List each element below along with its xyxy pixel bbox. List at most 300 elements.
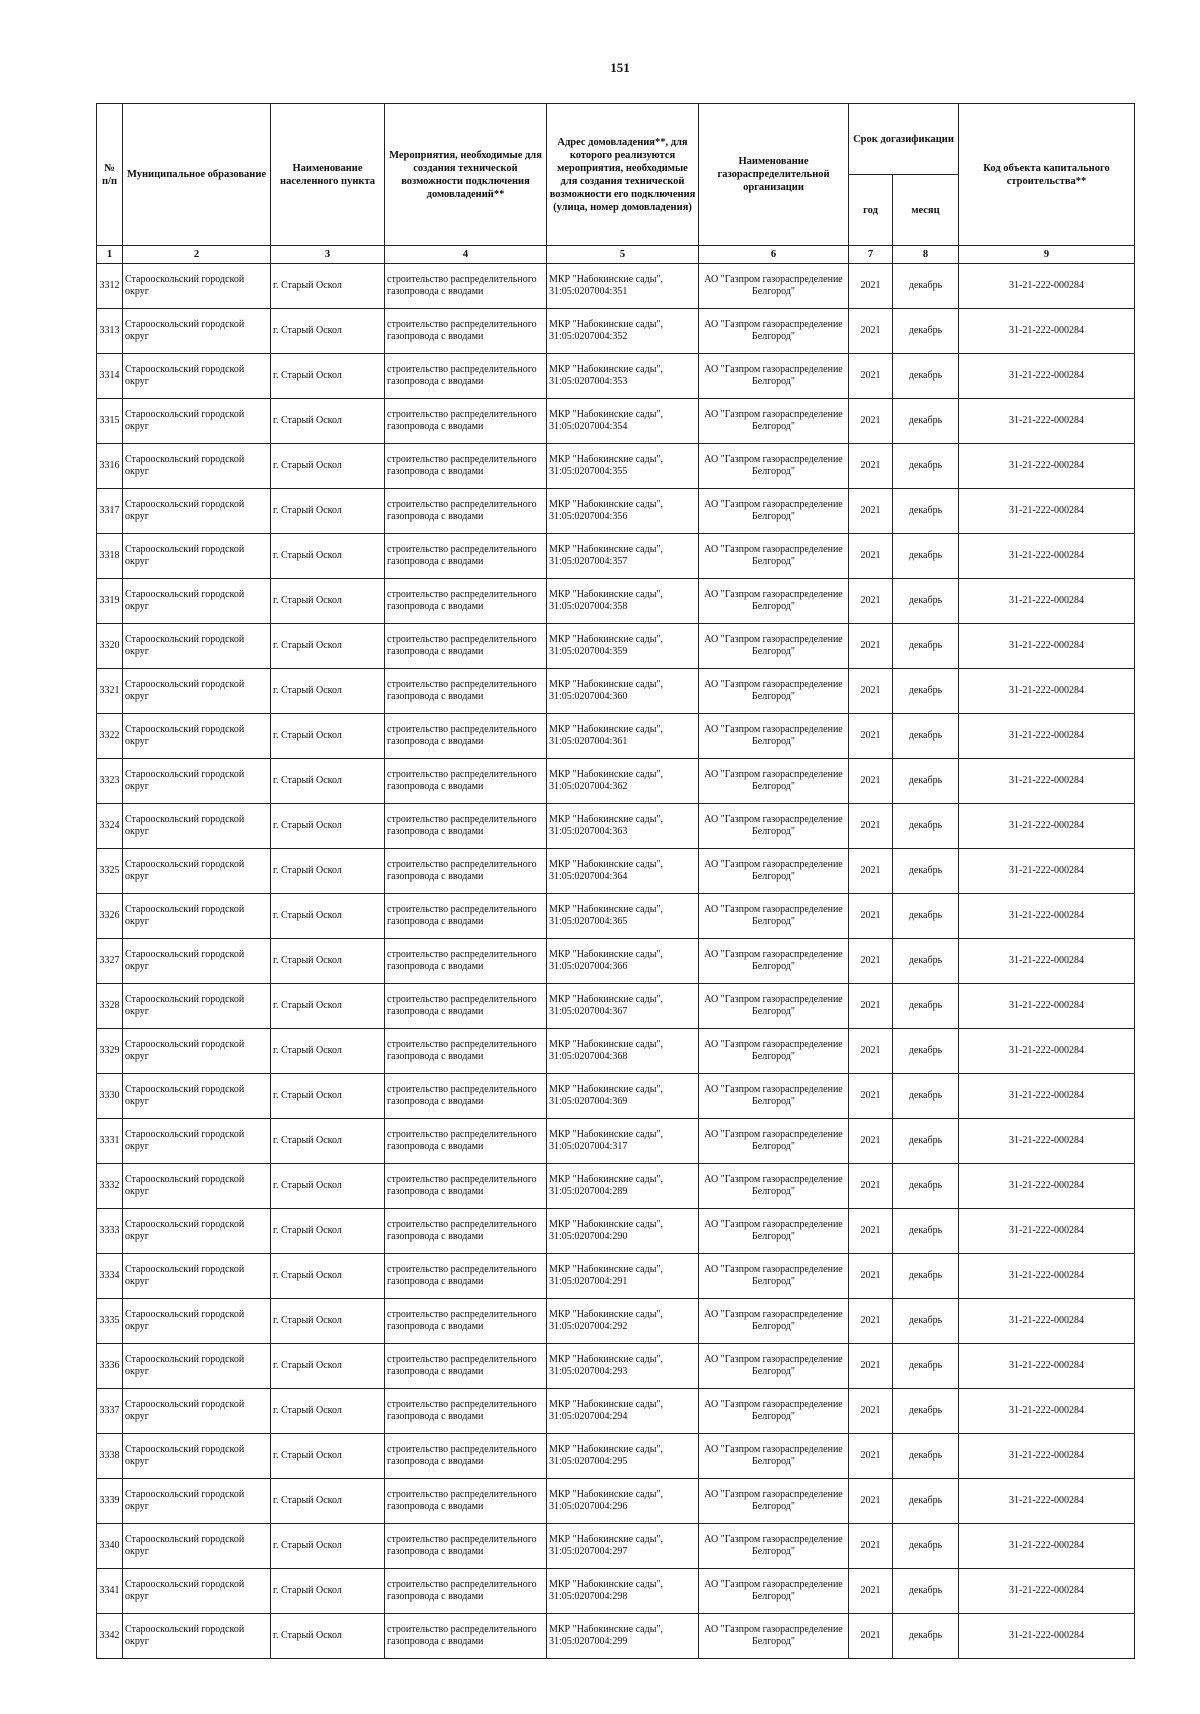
cell-row-number: 3336 [97,1344,123,1389]
cell-municipality: Старооскольский городской округ [123,399,271,444]
cell-address: МКР "Набокинские сады", 31:05:0207004:365 [547,894,699,939]
cell-municipality: Старооскольский городской округ [123,894,271,939]
cell-row-number: 3326 [97,894,123,939]
cell-measures: строительство распределительного газопровода с вводами [385,309,547,354]
cell-month: декабрь [893,534,959,579]
column-number: 8 [893,246,959,264]
cell-object-code: 31-21-222-000284 [959,1614,1135,1659]
cell-organization: АО "Газпром газораспределение Белгород" [699,714,849,759]
table-row [97,939,1135,984]
cell-row-number: 3329 [97,1029,123,1074]
cell-year: 2021 [849,759,893,804]
cell-measures: строительство распределительного газопровода с вводами [385,1569,547,1614]
cell-object-code: 31-21-222-000284 [959,1389,1135,1434]
cell-municipality: Старооскольский городской округ [123,804,271,849]
cell-municipality: Старооскольский городской округ [123,669,271,714]
cell-month: декабрь [893,309,959,354]
cell-year: 2021 [849,534,893,579]
table-row [97,1524,1135,1569]
table-row [97,1569,1135,1614]
cell-address: МКР "Набокинские сады", 31:05:0207004:360 [547,669,699,714]
cell-row-number: 3320 [97,624,123,669]
cell-month: декабрь [893,759,959,804]
cell-month: декабрь [893,804,959,849]
cell-row-number: 3316 [97,444,123,489]
cell-measures: строительство распределительного газопровода с вводами [385,1524,547,1569]
cell-municipality: Старооскольский городской округ [123,714,271,759]
table-row [97,624,1135,669]
cell-year: 2021 [849,489,893,534]
table-row [97,1299,1135,1344]
cell-settlement: г. Старый Оскол [271,984,385,1029]
table-row [97,1614,1135,1659]
cell-year: 2021 [849,309,893,354]
cell-month: декабрь [893,1524,959,1569]
cell-address: МКР "Набокинские сады", 31:05:0207004:356 [547,489,699,534]
cell-object-code: 31-21-222-000284 [959,804,1135,849]
cell-address: МКР "Набокинские сады", 31:05:0207004:364 [547,849,699,894]
cell-measures: строительство распределительного газопровода с вводами [385,489,547,534]
cell-settlement: г. Старый Оскол [271,1119,385,1164]
cell-month: декабрь [893,624,959,669]
cell-organization: АО "Газпром газораспределение Белгород" [699,399,849,444]
cell-settlement: г. Старый Оскол [271,1614,385,1659]
cell-measures: строительство распределительного газопровода с вводами [385,534,547,579]
cell-settlement: г. Старый Оскол [271,1524,385,1569]
cell-measures: строительство распределительного газопровода с вводами [385,1254,547,1299]
cell-object-code: 31-21-222-000284 [959,579,1135,624]
cell-address: МКР "Набокинские сады", 31:05:0207004:296 [547,1479,699,1524]
cell-address: МКР "Набокинские сады", 31:05:0207004:351 [547,264,699,309]
cell-month: декабрь [893,1614,959,1659]
header-month: месяц [893,175,959,246]
cell-year: 2021 [849,1434,893,1479]
cell-row-number: 3330 [97,1074,123,1119]
cell-settlement: г. Старый Оскол [271,939,385,984]
cell-month: декабрь [893,939,959,984]
table-row [97,399,1135,444]
cell-month: декабрь [893,1389,959,1434]
cell-month: декабрь [893,399,959,444]
cell-measures: строительство распределительного газопровода с вводами [385,579,547,624]
cell-row-number: 3319 [97,579,123,624]
cell-year: 2021 [849,939,893,984]
cell-measures: строительство распределительного газопровода с вводами [385,1389,547,1434]
gasification-register-table [96,103,1135,1659]
cell-month: декабрь [893,354,959,399]
cell-municipality: Старооскольский городской округ [123,1344,271,1389]
page-number: 151 [610,60,630,75]
cell-organization: АО "Газпром газораспределение Белгород" [699,1119,849,1164]
cell-object-code: 31-21-222-000284 [959,1569,1135,1614]
cell-settlement: г. Старый Оскол [271,1569,385,1614]
cell-organization: АО "Газпром газораспределение Белгород" [699,1254,849,1299]
cell-measures: строительство распределительного газопровода с вводами [385,1164,547,1209]
table-row [97,309,1135,354]
cell-object-code: 31-21-222-000284 [959,759,1135,804]
cell-address: МКР "Набокинские сады", 31:05:0207004:294 [547,1389,699,1434]
cell-address: МКР "Набокинские сады", 31:05:0207004:355 [547,444,699,489]
cell-address: МКР "Набокинские сады", 31:05:0207004:368 [547,1029,699,1074]
cell-row-number: 3321 [97,669,123,714]
cell-settlement: г. Старый Оскол [271,849,385,894]
cell-municipality: Старооскольский городской округ [123,1029,271,1074]
cell-organization: АО "Газпром газораспределение Белгород" [699,1209,849,1254]
cell-measures: строительство распределительного газопровода с вводами [385,759,547,804]
cell-year: 2021 [849,1569,893,1614]
cell-municipality: Старооскольский городской округ [123,1074,271,1119]
cell-address: МКР "Набокинские сады", 31:05:0207004:317 [547,1119,699,1164]
cell-object-code: 31-21-222-000284 [959,669,1135,714]
cell-object-code: 31-21-222-000284 [959,849,1135,894]
cell-settlement: г. Старый Оскол [271,1299,385,1344]
header-organization: Наименование газораспределительной организации [699,104,849,246]
cell-address: МКР "Набокинские сады", 31:05:0207004:299 [547,1614,699,1659]
table-row [97,1209,1135,1254]
cell-settlement: г. Старый Оскол [271,1254,385,1299]
table-row [97,489,1135,534]
cell-row-number: 3340 [97,1524,123,1569]
cell-organization: АО "Газпром газораспределение Белгород" [699,984,849,1029]
cell-settlement: г. Старый Оскол [271,714,385,759]
cell-organization: АО "Газпром газораспределение Белгород" [699,534,849,579]
cell-municipality: Старооскольский городской округ [123,354,271,399]
cell-organization: АО "Газпром газораспределение Белгород" [699,1164,849,1209]
cell-organization: АО "Газпром газораспределение Белгород" [699,1614,849,1659]
cell-municipality: Старооскольский городской округ [123,579,271,624]
cell-measures: строительство распределительного газопровода с вводами [385,399,547,444]
cell-settlement: г. Старый Оскол [271,1344,385,1389]
cell-measures: строительство распределительного газопровода с вводами [385,804,547,849]
cell-row-number: 3325 [97,849,123,894]
cell-municipality: Старооскольский городской округ [123,624,271,669]
cell-address: МКР "Набокинские сады", 31:05:0207004:298 [547,1569,699,1614]
cell-object-code: 31-21-222-000284 [959,1299,1135,1344]
column-number: 3 [271,246,385,264]
column-number: 4 [385,246,547,264]
cell-object-code: 31-21-222-000284 [959,534,1135,579]
cell-year: 2021 [849,1164,893,1209]
cell-year: 2021 [849,1299,893,1344]
cell-year: 2021 [849,1074,893,1119]
cell-month: декабрь [893,264,959,309]
cell-address: МКР "Набокинские сады", 31:05:0207004:290 [547,1209,699,1254]
cell-month: декабрь [893,1569,959,1614]
cell-address: МКР "Набокинские сады", 31:05:0207004:297 [547,1524,699,1569]
cell-organization: АО "Газпром газораспределение Белгород" [699,354,849,399]
cell-month: декабрь [893,1344,959,1389]
cell-object-code: 31-21-222-000284 [959,714,1135,759]
table-row [97,1479,1135,1524]
cell-measures: строительство распределительного газопровода с вводами [385,1479,547,1524]
cell-settlement: г. Старый Оскол [271,309,385,354]
cell-measures: строительство распределительного газопровода с вводами [385,1344,547,1389]
cell-address: МКР "Набокинские сады", 31:05:0207004:367 [547,984,699,1029]
cell-row-number: 3331 [97,1119,123,1164]
header-measures: Мероприятия, необходимые для создания технической возможности подключения домовладений** [385,104,547,246]
cell-measures: строительство распределительного газопровода с вводами [385,1434,547,1479]
cell-object-code: 31-21-222-000284 [959,624,1135,669]
table-row [97,1074,1135,1119]
cell-municipality: Старооскольский городской округ [123,1479,271,1524]
cell-organization: АО "Газпром газораспределение Белгород" [699,849,849,894]
cell-organization: АО "Газпром газораспределение Белгород" [699,309,849,354]
cell-object-code: 31-21-222-000284 [959,264,1135,309]
cell-organization: АО "Газпром газораспределение Белгород" [699,1524,849,1569]
table-header [97,104,1135,264]
cell-row-number: 3318 [97,534,123,579]
cell-municipality: Старооскольский городской округ [123,984,271,1029]
cell-settlement: г. Старый Оскол [271,894,385,939]
cell-year: 2021 [849,1029,893,1074]
cell-organization: АО "Газпром газораспределение Белгород" [699,264,849,309]
cell-row-number: 3328 [97,984,123,1029]
cell-address: МКР "Набокинские сады", 31:05:0207004:293 [547,1344,699,1389]
cell-settlement: г. Старый Оскол [271,1029,385,1074]
column-number: 5 [547,246,699,264]
cell-row-number: 3341 [97,1569,123,1614]
column-number: 7 [849,246,893,264]
cell-object-code: 31-21-222-000284 [959,444,1135,489]
cell-address: МКР "Набокинские сады", 31:05:0207004:353 [547,354,699,399]
table-row [97,1029,1135,1074]
cell-settlement: г. Старый Оскол [271,804,385,849]
cell-year: 2021 [849,804,893,849]
cell-municipality: Старооскольский городской округ [123,759,271,804]
cell-organization: АО "Газпром газораспределение Белгород" [699,894,849,939]
cell-organization: АО "Газпром газораспределение Белгород" [699,1389,849,1434]
cell-measures: строительство распределительного газопровода с вводами [385,354,547,399]
cell-month: декабрь [893,1074,959,1119]
cell-organization: АО "Газпром газораспределение Белгород" [699,1029,849,1074]
cell-organization: АО "Газпром газораспределение Белгород" [699,579,849,624]
cell-object-code: 31-21-222-000284 [959,1074,1135,1119]
cell-municipality: Старооскольский городской округ [123,489,271,534]
cell-measures: строительство распределительного газопровода с вводами [385,264,547,309]
table-row [97,849,1135,894]
cell-object-code: 31-21-222-000284 [959,1344,1135,1389]
table-row [97,264,1135,309]
cell-row-number: 3322 [97,714,123,759]
cell-object-code: 31-21-222-000284 [959,399,1135,444]
cell-row-number: 3338 [97,1434,123,1479]
cell-settlement: г. Старый Оскол [271,1434,385,1479]
cell-year: 2021 [849,1389,893,1434]
cell-object-code: 31-21-222-000284 [959,1029,1135,1074]
cell-organization: АО "Газпром газораспределение Белгород" [699,444,849,489]
cell-measures: строительство распределительного газопровода с вводами [385,1029,547,1074]
cell-measures: строительство распределительного газопровода с вводами [385,714,547,759]
cell-row-number: 3323 [97,759,123,804]
table-row [97,579,1135,624]
cell-object-code: 31-21-222-000284 [959,984,1135,1029]
cell-municipality: Старооскольский городской округ [123,1389,271,1434]
cell-municipality: Старооскольский городской округ [123,1299,271,1344]
cell-settlement: г. Старый Оскол [271,1209,385,1254]
table-row [97,669,1135,714]
cell-measures: строительство распределительного газопровода с вводами [385,894,547,939]
cell-measures: строительство распределительного газопровода с вводами [385,1119,547,1164]
cell-year: 2021 [849,264,893,309]
cell-address: МКР "Набокинские сады", 31:05:0207004:354 [547,399,699,444]
cell-month: декабрь [893,714,959,759]
cell-measures: строительство распределительного газопровода с вводами [385,624,547,669]
cell-settlement: г. Старый Оскол [271,759,385,804]
cell-month: декабрь [893,1119,959,1164]
cell-year: 2021 [849,1254,893,1299]
column-number: 9 [959,246,1135,264]
cell-settlement: г. Старый Оскол [271,264,385,309]
cell-settlement: г. Старый Оскол [271,489,385,534]
cell-address: МКР "Набокинские сады", 31:05:0207004:289 [547,1164,699,1209]
cell-measures: строительство распределительного газопровода с вводами [385,1074,547,1119]
cell-year: 2021 [849,1614,893,1659]
cell-address: МКР "Набокинские сады", 31:05:0207004:292 [547,1299,699,1344]
cell-settlement: г. Старый Оскол [271,1164,385,1209]
cell-row-number: 3335 [97,1299,123,1344]
cell-settlement: г. Старый Оскол [271,399,385,444]
cell-year: 2021 [849,1119,893,1164]
cell-organization: АО "Газпром газораспределение Белгород" [699,1344,849,1389]
cell-month: декабрь [893,444,959,489]
cell-organization: АО "Газпром газораспределение Белгород" [699,939,849,984]
cell-municipality: Старооскольский городской округ [123,1434,271,1479]
header-settlement: Наименование населенного пункта [271,104,385,246]
cell-row-number: 3332 [97,1164,123,1209]
cell-object-code: 31-21-222-000284 [959,1164,1135,1209]
cell-measures: строительство распределительного газопровода с вводами [385,1209,547,1254]
cell-month: декабрь [893,849,959,894]
cell-year: 2021 [849,984,893,1029]
cell-organization: АО "Газпром газораспределение Белгород" [699,1434,849,1479]
cell-measures: строительство распределительного газопровода с вводами [385,939,547,984]
cell-object-code: 31-21-222-000284 [959,489,1135,534]
cell-address: МКР "Набокинские сады", 31:05:0207004:363 [547,804,699,849]
table-row [97,1164,1135,1209]
table-row [97,354,1135,399]
cell-row-number: 3312 [97,264,123,309]
cell-settlement: г. Старый Оскол [271,1389,385,1434]
cell-object-code: 31-21-222-000284 [959,354,1135,399]
cell-month: декабрь [893,984,959,1029]
cell-month: декабрь [893,489,959,534]
cell-year: 2021 [849,1344,893,1389]
cell-settlement: г. Старый Оскол [271,669,385,714]
cell-row-number: 3317 [97,489,123,534]
column-number: 6 [699,246,849,264]
cell-row-number: 3314 [97,354,123,399]
cell-municipality: Старооскольский городской округ [123,1209,271,1254]
cell-row-number: 3339 [97,1479,123,1524]
cell-month: декабрь [893,669,959,714]
cell-address: МКР "Набокинские сады", 31:05:0207004:352 [547,309,699,354]
cell-year: 2021 [849,1209,893,1254]
header-year: год [849,175,893,246]
cell-municipality: Старооскольский городской округ [123,1119,271,1164]
cell-municipality: Старооскольский городской округ [123,939,271,984]
cell-organization: АО "Газпром газораспределение Белгород" [699,759,849,804]
cell-month: декабрь [893,1254,959,1299]
table-row [97,984,1135,1029]
table-body [97,264,1135,1659]
cell-object-code: 31-21-222-000284 [959,1434,1135,1479]
header-no: № п/п [97,104,123,246]
cell-object-code: 31-21-222-000284 [959,309,1135,354]
cell-object-code: 31-21-222-000284 [959,1524,1135,1569]
cell-year: 2021 [849,579,893,624]
cell-month: декабрь [893,1209,959,1254]
cell-organization: АО "Газпром газораспределение Белгород" [699,669,849,714]
cell-address: МКР "Набокинские сады", 31:05:0207004:358 [547,579,699,624]
cell-address: МКР "Набокинские сады", 31:05:0207004:362 [547,759,699,804]
table-row [97,714,1135,759]
cell-year: 2021 [849,714,893,759]
table-row [97,804,1135,849]
cell-address: МКР "Набокинские сады", 31:05:0207004:291 [547,1254,699,1299]
cell-organization: АО "Газпром газораспределение Белгород" [699,624,849,669]
table-row [97,1119,1135,1164]
cell-address: МКР "Набокинские сады", 31:05:0207004:295 [547,1434,699,1479]
cell-measures: строительство распределительного газопровода с вводами [385,1614,547,1659]
cell-municipality: Старооскольский городской округ [123,264,271,309]
column-number: 1 [97,246,123,264]
cell-row-number: 3324 [97,804,123,849]
cell-organization: АО "Газпром газораспределение Белгород" [699,489,849,534]
cell-measures: строительство распределительного газопровода с вводами [385,444,547,489]
cell-row-number: 3315 [97,399,123,444]
cell-municipality: Старооскольский городской округ [123,1164,271,1209]
cell-month: декабрь [893,1299,959,1344]
cell-row-number: 3334 [97,1254,123,1299]
table-row [97,1434,1135,1479]
cell-year: 2021 [849,849,893,894]
cell-municipality: Старооскольский городской округ [123,1614,271,1659]
cell-address: МКР "Набокинские сады", 31:05:0207004:369 [547,1074,699,1119]
header-municipality: Муниципальное образование [123,104,271,246]
cell-organization: АО "Газпром газораспределение Белгород" [699,1299,849,1344]
header-term: Срок догазификации [849,104,959,175]
cell-municipality: Старооскольский городской округ [123,1569,271,1614]
table-row [97,759,1135,804]
cell-settlement: г. Старый Оскол [271,444,385,489]
cell-year: 2021 [849,1524,893,1569]
cell-measures: строительство распределительного газопровода с вводами [385,849,547,894]
cell-row-number: 3327 [97,939,123,984]
header-address: Адрес домовладения**, для которого реализуются мероприятия, необходимые для создания технической возможности его подключения (улица, номер домовладения) [547,104,699,246]
cell-object-code: 31-21-222-000284 [959,1209,1135,1254]
cell-settlement: г. Старый Оскол [271,534,385,579]
cell-settlement: г. Старый Оскол [271,354,385,399]
cell-row-number: 3313 [97,309,123,354]
table-row [97,894,1135,939]
cell-settlement: г. Старый Оскол [271,579,385,624]
cell-organization: АО "Газпром газораспределение Белгород" [699,804,849,849]
cell-object-code: 31-21-222-000284 [959,1479,1135,1524]
cell-municipality: Старооскольский городской округ [123,444,271,489]
cell-municipality: Старооскольский городской округ [123,1524,271,1569]
cell-measures: строительство распределительного газопровода с вводами [385,1299,547,1344]
cell-address: МКР "Набокинские сады", 31:05:0207004:361 [547,714,699,759]
column-number-row [97,246,1135,264]
column-number: 2 [123,246,271,264]
cell-object-code: 31-21-222-000284 [959,1119,1135,1164]
cell-year: 2021 [849,354,893,399]
cell-measures: строительство распределительного газопровода с вводами [385,669,547,714]
cell-address: МКР "Набокинские сады", 31:05:0207004:359 [547,624,699,669]
cell-object-code: 31-21-222-000284 [959,939,1135,984]
cell-municipality: Старооскольский городской округ [123,534,271,579]
cell-year: 2021 [849,624,893,669]
